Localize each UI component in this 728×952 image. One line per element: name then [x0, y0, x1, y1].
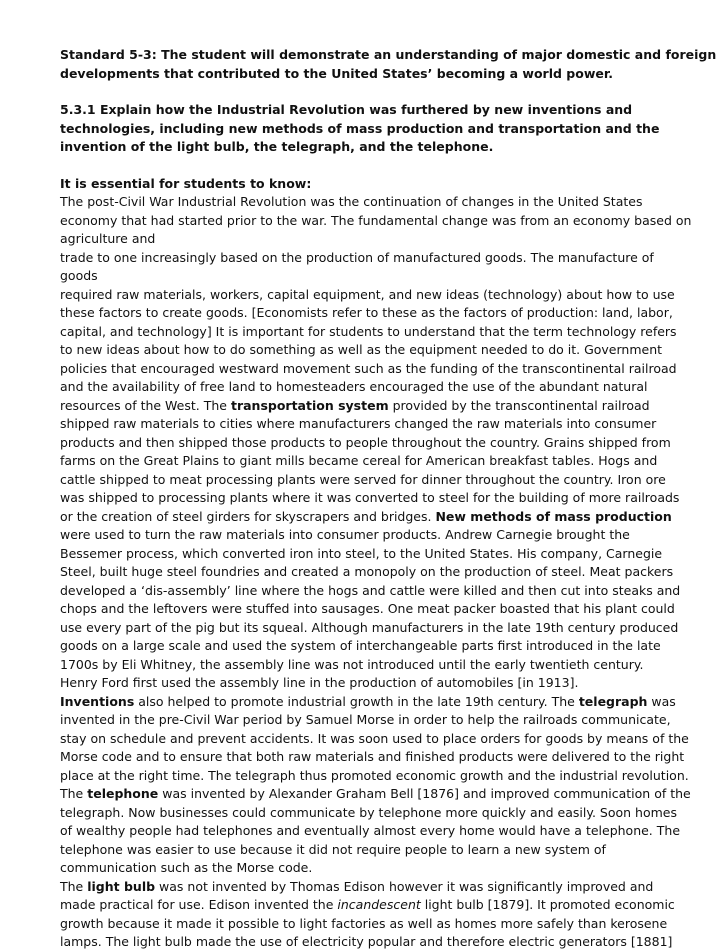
- bold-term: invention of the light bulb, the telegraph, and the telephone.: [60, 139, 494, 154]
- bold-term: It is essential for students to know:: [60, 175, 312, 191]
- text-run: was: [647, 693, 676, 709]
- text-line: [60, 286, 675, 305]
- text-line: [60, 637, 672, 656]
- text-run: telegraph. Now businesses could communicate by telephone more quickly and easily. Soon homes: [60, 804, 677, 820]
- text-run: 1700s by Eli Whitney, the assembly line was not introduced until the early twentieth century.: [60, 656, 644, 672]
- text-run: developed a ‘dis-assembly’ line where the hogs and cattle were killed and then cut into steaks and: [60, 582, 681, 598]
- text-line: [60, 360, 677, 379]
- text-run: agriculture and: [60, 231, 156, 246]
- text-run: of wealthy people had telephones and eventually almost every home would have a telephone. The: [60, 823, 681, 838]
- text-run: also helped to promote industrial growth in the late 19th century. The: [134, 693, 579, 709]
- bold-term: developments that contributed to the United States’ becoming a world power.: [60, 65, 614, 81]
- standard-heading: [60, 46, 717, 83]
- text-line: [60, 822, 681, 841]
- text-run: policies that encouraged westward movement such as the funding of the transcontinental railroad: [60, 360, 677, 376]
- text-run: communication such as the Morse code.: [60, 860, 313, 875]
- text-run: capital, and technology] It is important for students to understand that the term technology refers: [60, 323, 677, 339]
- text-run: growth because it made it possible to light factories as well as homes more safely than kerosene: [60, 915, 668, 931]
- paragraph-gap: [60, 83, 672, 101]
- text-run: stay on schedule and prevent accidents. It was soon used to place orders for goods by means of the: [60, 730, 689, 746]
- text-line: [60, 656, 672, 675]
- text-line: [60, 582, 681, 601]
- bold-term: transportation system: [230, 397, 389, 413]
- text-run: economy that had started prior to the war. The fundamental change was from an economy based on: [60, 212, 692, 228]
- text-line: [60, 526, 672, 545]
- text-run: lamps. The light bulb made the use of electricity popular and therefore electric generators [1881]: [60, 934, 673, 949]
- text-line: [60, 230, 672, 249]
- text-run: provided by the transcontinental railroad: [388, 397, 650, 413]
- text-run: chops and the leftovers were stuffed into sausages. One meat packer boasted that his plant could: [60, 601, 675, 616]
- text-run: Steel, built huge steel foundries and created a monopoly on the production of steel. Meat packers: [60, 564, 674, 579]
- text-line: [60, 175, 672, 194]
- text-line: [60, 545, 672, 564]
- text-run: or the creation of steel girders for skyscrapers and bridges.: [60, 508, 436, 524]
- text-line: [60, 471, 672, 490]
- text-run: required raw materials, workers, capital equipment, and new ideas (technology) about how to use: [60, 286, 675, 302]
- text-line: [60, 341, 672, 360]
- text-line: [60, 434, 672, 453]
- text-run: farms on the Great Plains to giant mills became cereal for American breakfast tables. Hogs and: [60, 453, 658, 468]
- text-run: and the availability of free land to homesteaders encouraged the use of the abundant natural: [60, 379, 648, 394]
- text-line: [60, 915, 672, 934]
- text-line: [60, 249, 672, 268]
- text-run: The post-Civil War Industrial Revolution was the continuation of changes in the United States: [60, 194, 643, 209]
- text-line: [60, 101, 672, 120]
- text-line: [60, 896, 675, 915]
- text-run: made practical for use. Edison invented the: [60, 897, 338, 912]
- text-run: was shipped to processing plants where it was converted to steel for the building of more railroads: [60, 490, 680, 505]
- text-run: telephone was easier to use because it did not require people to learn a new system of: [60, 841, 606, 857]
- text-run: Henry Ford first used the assembly line in the production of automobiles [in 1913].: [60, 675, 579, 690]
- text-line: [60, 46, 717, 65]
- text-line: [60, 767, 689, 786]
- body-text: [60, 193, 692, 952]
- text-line: [60, 65, 672, 84]
- text-line: [60, 563, 672, 582]
- italic-term: incandescent: [337, 897, 421, 912]
- text-run: Morse code and to ensure that both raw materials and finished products were delivered to the right: [60, 749, 685, 764]
- text-run: was not invented by Thomas Edison however it was significantly improved and: [155, 878, 654, 894]
- bold-term: telegraph: [578, 693, 648, 709]
- text-run: light bulb [1879]. It promoted economic: [420, 897, 675, 912]
- text-line: [60, 859, 672, 878]
- text-line: [60, 193, 672, 212]
- text-run: Bessemer process, which converted iron into steel, to the United States. His company, Carnegie: [60, 545, 663, 561]
- bold-term: 5.3.1 Explain how the Industrial Revolution was furthered by new inventions and: [60, 102, 633, 117]
- document-page: [60, 46, 717, 952]
- text-line: [60, 674, 672, 693]
- text-run: were used to turn the raw materials into consumer products. Andrew Carnegie brought the: [60, 527, 630, 542]
- text-line: [60, 378, 672, 397]
- text-run: trade to one increasingly based on the production of manufactured goods. The manufacture of: [60, 249, 654, 265]
- text-run: these factors to create goods. [Economists refer to these as the factors of production: land, labor,: [60, 305, 673, 320]
- text-line: [60, 120, 672, 139]
- text-line: [60, 267, 672, 286]
- text-line: [60, 489, 680, 508]
- text-line: [60, 415, 672, 434]
- text-line: [60, 804, 677, 823]
- text-run: to new ideas about how to do something as well as the equipment needed to do it. Government: [60, 342, 663, 357]
- text-line: [60, 138, 672, 157]
- text-run: The: [60, 878, 88, 894]
- text-line: [60, 452, 672, 471]
- text-line: [60, 711, 672, 730]
- text-run: use every part of the pig but its squeal. Although manufacturers in the late 19th century produced: [60, 619, 679, 635]
- text-line: [60, 878, 672, 897]
- essential-heading: [60, 175, 672, 194]
- text-line: [60, 730, 689, 749]
- bold-term: Standard 5-3: The student will demonstrate an understanding of major domestic and foreign: [60, 47, 717, 62]
- text-run: The: [60, 786, 88, 801]
- bold-term: technologies, including new methods of mass production and transportation and the: [60, 120, 660, 136]
- text-line: [60, 212, 692, 231]
- text-run: was invented by Alexander Graham Bell [1876] and improved communication of the: [158, 786, 691, 801]
- text-run: invented in the pre-Civil War period by Samuel Morse in order to help the railroads communicate,: [60, 712, 671, 727]
- text-line: [60, 841, 672, 860]
- text-line: [60, 304, 672, 323]
- paragraph-gap: [60, 157, 672, 175]
- text-run: shipped raw materials to cities where manufacturers changed the raw materials into consumer: [60, 416, 657, 431]
- text-run: goods: [60, 268, 98, 283]
- text-line: [60, 693, 676, 712]
- bold-term: light bulb: [87, 878, 156, 894]
- text-line: [60, 600, 675, 619]
- bold-term: telephone: [87, 786, 159, 801]
- bold-term: Inventions: [60, 693, 135, 709]
- bold-term: New methods of mass production: [435, 508, 672, 524]
- indicator-heading: [60, 101, 672, 157]
- text-line: [60, 508, 672, 527]
- text-line: [60, 785, 691, 804]
- text-line: [60, 933, 672, 952]
- text-run: place at the right time. The telegraph thus promoted economic growth and the industrial revolution.: [60, 767, 689, 783]
- text-line: [60, 748, 685, 767]
- text-line: [60, 323, 677, 342]
- text-line: [60, 619, 679, 638]
- text-run: goods on a large scale and used the system of interchangeable parts first introduced in the late: [60, 638, 661, 653]
- text-run: cattle shipped to meat processing plants were served for dinner throughout the country. Iron ore: [60, 471, 666, 487]
- text-line: [60, 397, 672, 416]
- text-run: products and then shipped those products to people throughout the country. Grains shipped from: [60, 434, 671, 450]
- text-run: resources of the West. The: [60, 397, 231, 413]
